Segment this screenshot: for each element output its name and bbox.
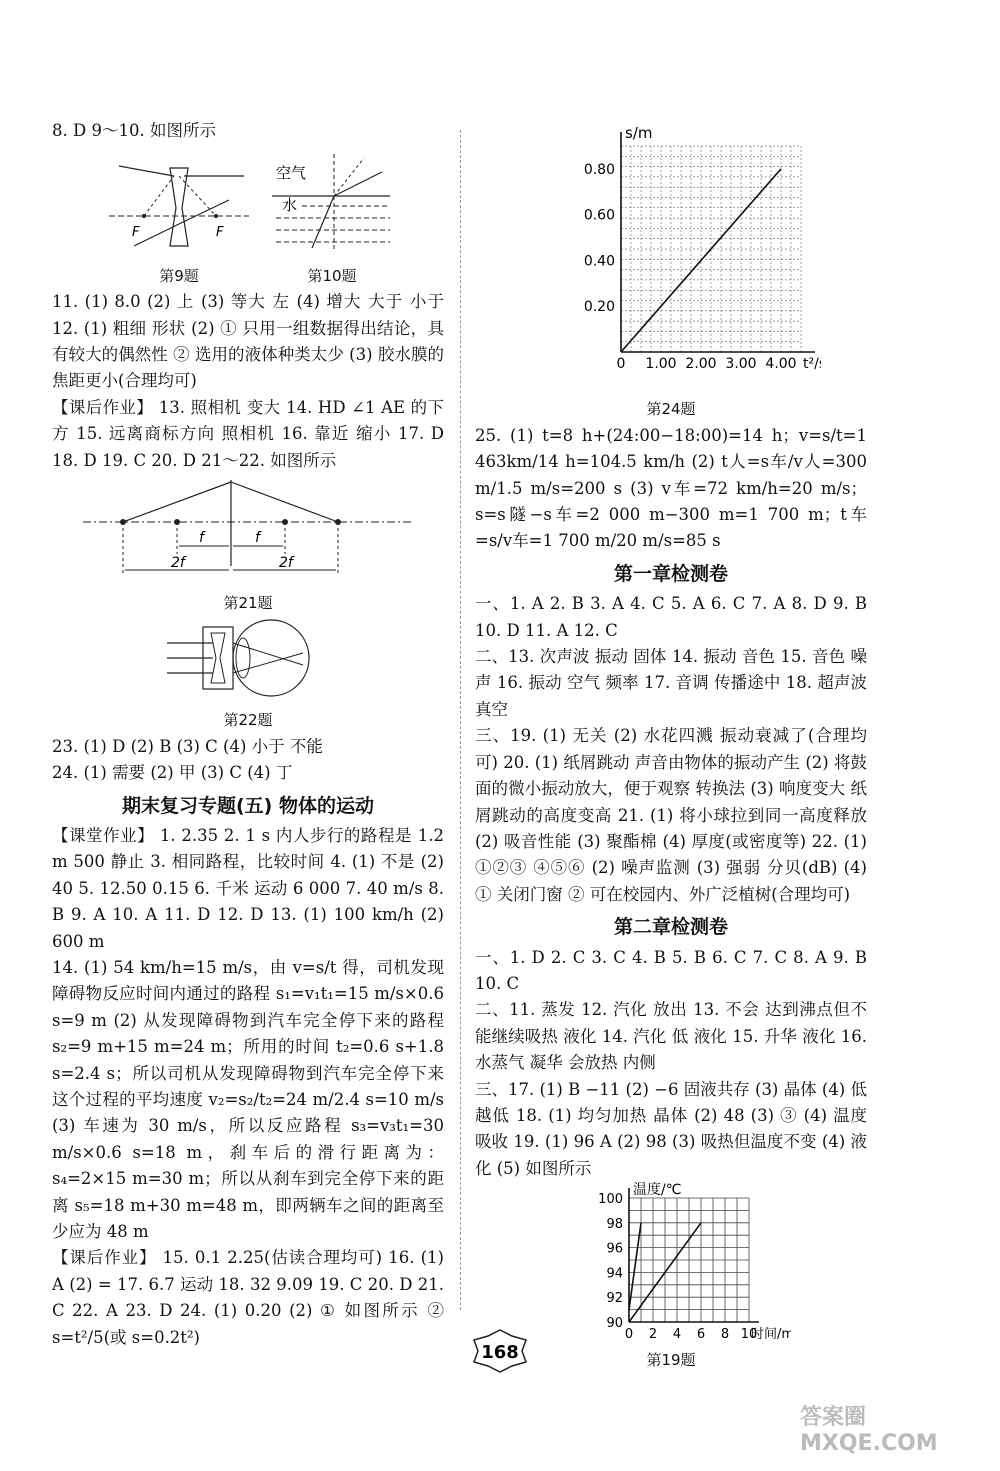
water-label: 水 [282, 196, 298, 215]
ch1-part2: 二、13. 次声波 振动 固体 14. 振动 音色 15. 音色 噪声 16. 振动 空气 频率 17. 音调 传播途中 18. 超声波 真空 [475, 647, 867, 719]
air-label: 空气 [276, 164, 307, 183]
left-column [52, 118, 444, 1351]
answer-14: 14. (1) 54 km/h=15 m/s，由 v=s/t 得，司机发现障碍物反应时间内通过的路程 s₁=v₁t₁=15 m/s×0.6 s=9 m (2) 从发现障碍物到汽车完全停下来的路程 s₂=9 m+15 m=24 m；所用的时间 t₂=0.6 s+1.8 s=2.4 s；所以司机从发现障碍物到汽车完全停下来这个过程的平均速度 v₂=s₂/t₂=24 m/2.4 s=10 m/s (3) 车速为 30 m/s，所以反应路程 s₃=v₃t₁=30 m/s×0.6 s=18 m，刹车后的滑行距离为：s₄=2×15 m=30 m；所以从刹车到完全停下来的距离 s₅=18 m+30 m=48 m，即两辆车之间的距离至少应为 48 m [52, 957, 444, 1241]
page-number-badge [472, 1328, 528, 1374]
ch1-part1: 一、1. A 2. B 3. A 4. C 5. A 6. C 7. A 8. D 9. B 10. D 11. A 12. C [475, 594, 867, 640]
x-tick-label: 10 [740, 1327, 758, 1343]
figure-19 [475, 1182, 867, 1373]
x-tick-label: 2 [648, 1327, 658, 1343]
chart-19 [551, 1182, 791, 1342]
2f-label-left: 2f [171, 555, 185, 572]
x-tick-label: 4 [672, 1327, 682, 1343]
section-heading-motion: 期末复习专题(五) 物体的运动 [122, 794, 374, 817]
y-tick-label: 90 [606, 1316, 623, 1332]
chart-24 [521, 124, 821, 394]
ch1-part3: 三、19. (1) 无关 (2) 水花四溅 振动衰减了(合理均可) 20. (1) 纸屑跳动 声音由物体的振动产生 (2) 将鼓面的微小振动放大，便于观察 转换法 (3) 响度变大 纸屑跳动的高度变高 21. (1) 将小球拉到同一高度释放 (2) 吸音性能 (3) 聚酯棉 (4) 厚度(或密度等) 22. (1) ①②③ ④⑤⑥ (2) 噪声监测 (3) 强弱 分贝(dB) (4) ① 关闭门窗 ② 可在校园内、外广泛植树(合理均可) [475, 726, 867, 904]
x-tick-label: 4.00 [765, 356, 797, 372]
right-column [475, 124, 867, 1373]
section-heading-chapter1: 第一章检测卷 [613, 562, 728, 585]
figure-10 [272, 144, 392, 289]
x-tick-label: 6 [696, 1327, 706, 1343]
lens-diagram-21 [83, 474, 413, 582]
section-heading-chapter2: 第二章检测卷 [613, 916, 728, 939]
x-axis-label: t²/ [803, 356, 819, 372]
eye-diagram-22 [163, 617, 333, 699]
x-tick-label: 8 [720, 1327, 730, 1343]
homework-15-24: 【课后作业】 15. 0.1 2.25(估读合理均可) 16. (1) A (2) = 17. 6.7 运动 18. 32 9.09 19. C 20. D 21. C 22. A 23. D 24. (1) 0.20 (2) ① 如图所示 ② s=t²/5(或 s=0.2t²) [52, 1248, 444, 1347]
figure-10-caption: 第10题 [307, 266, 357, 285]
figure-9-caption: 第9题 [159, 266, 199, 285]
y-tick-label: 0.40 [583, 253, 615, 270]
watermark: 答案圈 MXQE.COM [800, 1405, 938, 1456]
focal-label-left: F [132, 225, 140, 241]
y-tick-label: 92 [606, 1291, 623, 1307]
answer-8-10: 8. D 9～10. 如图所示 [52, 121, 216, 140]
x-tick-label: 3.00 [725, 356, 757, 372]
x-axis-label: 时间/m [751, 1327, 791, 1343]
figure-9 [104, 144, 254, 289]
ch2-part3: 三、17. (1) B −11 (2) −6 固液共存 (3) 晶体 (4) 低 越低 18. (1) 均匀加热 晶体 (2) 48 (3) ③ (4) 温度 吸收 19. (1) 96 A (2) 98 (3) 吸热但温度不变 (4) 液化 (5) 如图所示 [475, 1079, 867, 1178]
series-line-s [621, 169, 781, 352]
f-label-left: f [199, 530, 204, 547]
y-axis-label: 温度/℃ [633, 1182, 682, 1199]
column-divider [460, 130, 461, 1310]
classwork-1-13: 【课堂作业】 1. 2.35 2. 1 s 内人步行的路程是 1.2 m 500 静止 3. 相同路程，比较时间 4. (1) 不是 (2) 40 5. 12.50 0.15 6. 千米 运动 6 000 7. 40 m/s 8. B 9. A 10. A 11. D 12. D 13. (1) 100 km/h (2) 600 m [52, 825, 444, 951]
y-tick-label: 100 [598, 1192, 623, 1208]
answer-23: 23. (1) D (2) B (3) C (4) 小于 不能 [52, 736, 323, 756]
page-number: 168 [481, 1342, 519, 1363]
figure-21-caption: 第21题 [223, 594, 273, 613]
answer-11-12: 11. (1) 8.0 (2) 上 (3) 等大 左 (4) 增大 大于 小于 12. (1) 粗细 形状 (2) ① 只用一组数据得出结论，具有较大的偶然性 ② 选用的液体种类太少 (3) 胶水膜的焦距更小(合理均可) [52, 292, 444, 391]
answer-25: 25. (1) t=8 h+(24:00−18:00)=14 h；v=s/t=1 463km/14 h=104.5 km/h (2) t人=s车/v人=300 m/1.5 m/s=200 s (3) v车=72 km/h=20 m/s；s=s隧−s车=2 000 m−300 m=1 700 m；t车=s/v车=1 700 m/20 m/s=85 s [475, 425, 867, 551]
2f-label-right: 2f [279, 555, 293, 572]
y-tick-label: 94 [606, 1266, 623, 1282]
y-axis-label: s/m [625, 124, 653, 142]
figure-24-caption: 第24题 [646, 400, 696, 419]
lens-diagram-9 [104, 144, 254, 254]
figure-24 [475, 124, 867, 423]
figure-21 [52, 474, 444, 617]
x-tick-label: 1.00 [645, 356, 677, 372]
y-tick-label: 0.60 [583, 207, 615, 224]
x-tick-label: 0 [624, 1327, 634, 1343]
y-tick-label: 0.20 [583, 299, 615, 316]
series-line-A [629, 1223, 641, 1310]
answer-24: 24. (1) 需要 (2) 甲 (3) C (4) 丁 [52, 763, 293, 783]
figures-9-10 [52, 144, 444, 289]
y-tick-label: 0.80 [583, 161, 615, 178]
ch2-part1: 一、1. D 2. C 3. C 4. B 5. B 6. C 7. C 8. A 9. B 10. C [475, 947, 867, 993]
ch2-part2: 二、11. 蒸发 12. 汽化 放出 13. 不会 达到沸点但不能继续吸热 液化 14. 汽化 低 液化 15. 升华 液化 16. 水蒸气 凝华 会放热 内侧 [475, 1000, 867, 1073]
figure-19-caption: 第19题 [646, 1350, 696, 1369]
x-tick-label: 2.00 [685, 356, 717, 372]
y-tick-label: 96 [606, 1241, 623, 1257]
focal-label-right: F [216, 225, 224, 241]
homework-13-22: 【课后作业】 13. 照相机 变大 14. HD ∠1 AE 的下方 15. 远离商标方向 照相机 16. 靠近 缩小 17. D 18. D 19. C 20. D 21～22. 如图所示 [52, 397, 444, 470]
y-tick-label: 98 [606, 1216, 623, 1232]
f-label-right: f [255, 530, 260, 547]
figure-22 [52, 617, 444, 734]
refraction-diagram-10 [272, 144, 392, 254]
figure-22-caption: 第22题 [223, 711, 273, 730]
x-tick-label: 0 [616, 356, 626, 372]
